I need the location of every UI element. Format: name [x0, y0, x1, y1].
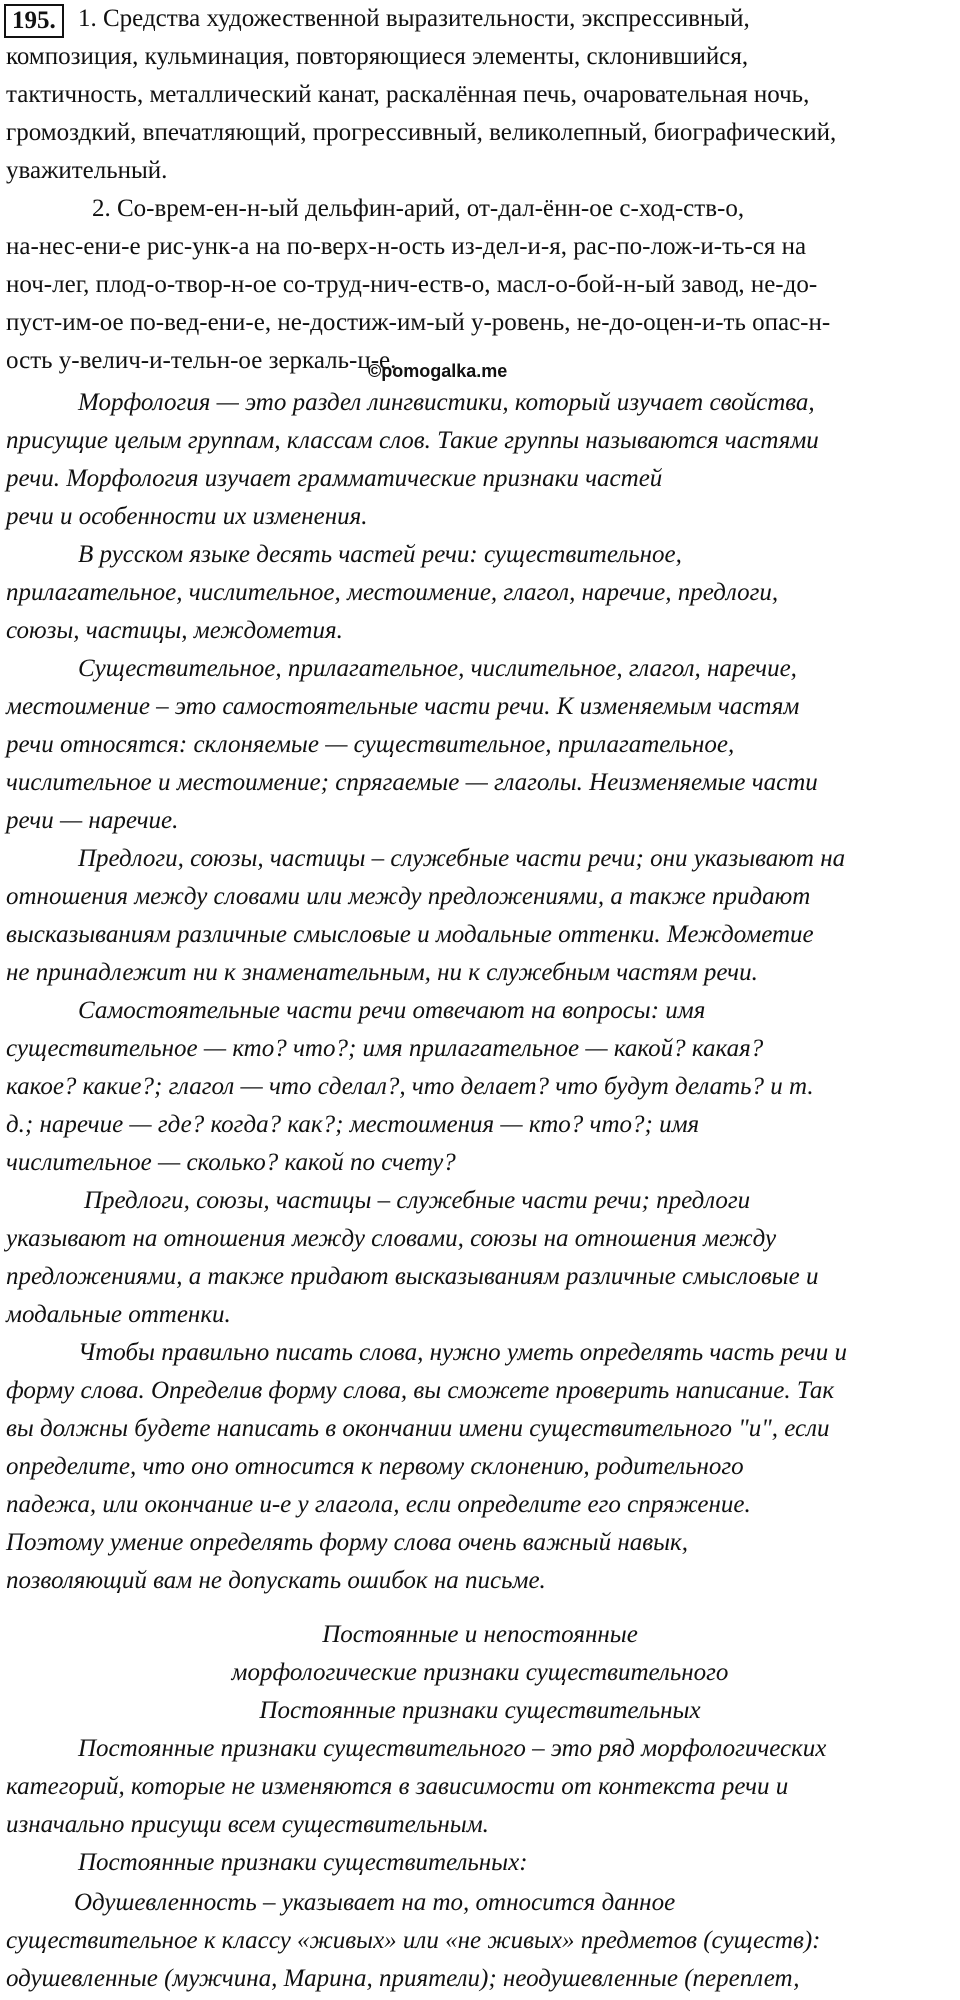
- theory-line: Предлоги, союзы, частицы – служебные части речи; предлоги: [84, 1187, 751, 1214]
- part1-line: 1. Средства художественной выразительности, экспрессивный,: [78, 5, 750, 32]
- theory-line: союзы, частицы, междометия.: [6, 617, 343, 644]
- theory-line: речи относятся: склоняемые — существительное, прилагательное,: [6, 731, 735, 758]
- theory-line: речи. Морфология изучает грамматические признаки частей: [6, 465, 663, 492]
- exercise-number-badge: 195.: [4, 4, 64, 38]
- part2-line: ость у-велич-и-тельн-ое зеркаль-ц-е.: [6, 347, 397, 374]
- theory-line: модальные оттенки.: [6, 1301, 231, 1328]
- part2-line: 2. Со-врем-ен-н-ый дельфин-арий, от-дал-ённ-ое с-ход-ств-о,: [92, 195, 745, 222]
- body-line: Постоянные признаки существительных:: [78, 1849, 528, 1876]
- theory-line: присущие целым группам, классам слов. Такие группы называются частями: [6, 427, 819, 454]
- part2-line: ноч-лег, плод-о-твор-н-ое со-труд-нич-еств-о, масл-о-бой-н-ый завод, не-до-: [6, 271, 818, 298]
- theory-line: Поэтому умение определять форму слова очень важный навык,: [6, 1529, 688, 1556]
- body-line: изначально присущи всем существительным.: [6, 1811, 489, 1838]
- theory-line: числительное и местоимение; спрягаемые — глаголы. Неизменяемые части: [6, 769, 818, 796]
- section-heading: Постоянные и непостоянные: [322, 1621, 638, 1648]
- section-heading: Постоянные признаки существительных: [259, 1697, 701, 1724]
- theory-line: существительное — кто? что?; имя прилагательное — какой? какая?: [6, 1035, 764, 1062]
- theory-line: какое? какие?; глагол — что сделал?, что делает? что будут делать? и т.: [6, 1073, 814, 1100]
- part2-line: пуст-им-ое по-вед-ени-е, не-достиж-им-ый у-ровень, не-до-оцен-и-ть опас-н-: [6, 309, 831, 336]
- theory-line: высказываниям различные смысловые и модальные оттенки. Междометие: [6, 921, 814, 948]
- section-heading: морфологические признаки существительного: [231, 1659, 729, 1686]
- theory-line: падежа, или окончание и-е у глагола, если определите его спряжение.: [6, 1491, 751, 1518]
- theory-line: Самостоятельные части речи отвечают на вопросы: имя: [78, 997, 706, 1024]
- watermark: ©pomogalka.me: [368, 361, 508, 381]
- theory-line: речи — наречие.: [6, 807, 179, 834]
- body-line: Постоянные признаки существительного – это ряд морфологических: [78, 1735, 827, 1762]
- theory-line: форму слова. Определив форму слова, вы сможете проверить написание. Так: [6, 1377, 835, 1404]
- part1-line: тактичность, металлический канат, раскалённая печь, очаровательная ночь,: [6, 81, 810, 108]
- part2-line: на-нес-ени-е рис-унк-а на по-верх-н-ость из-дел-и-я, рас-по-лож-и-ть-ся на: [6, 233, 807, 260]
- theory-line: Существительное, прилагательное, числительное, глагол, наречие,: [78, 655, 797, 682]
- body-line: категорий, которые не изменяются в зависимости от контекста речи и: [6, 1773, 789, 1800]
- part1-line: громоздкий, впечатляющий, прогрессивный, великолепный, биографический,: [6, 119, 837, 146]
- theory-line: числительное — сколько? какой по счету?: [6, 1149, 456, 1176]
- theory-line: местоимение – это самостоятельные части речи. К изменяемым частям: [6, 693, 800, 720]
- part1-line: уважительный.: [6, 157, 168, 184]
- theory-line: предложениями, а также придают высказываниям различные смысловые и: [6, 1263, 819, 1290]
- theory-line: не принадлежит ни к знаменательным, ни к служебным частям речи.: [6, 959, 758, 986]
- theory-line: вы должны будете написать в окончании имени существительного "и", если: [6, 1415, 830, 1442]
- body-line: Одушевленность – указывает на то, относится данное: [74, 1889, 676, 1916]
- body-line: существительное к классу «живых» или «не живых» предметов (существ):: [6, 1927, 821, 1954]
- part1-line: композиция, кульминация, повторяющиеся элементы, склонившийся,: [6, 43, 749, 70]
- theory-line: указывают на отношения между словами, союзы на отношения между: [6, 1225, 777, 1252]
- theory-line: позволяющий вам не допускать ошибок на письме.: [6, 1567, 546, 1594]
- body-line: одушевленные (мужчина, Марина, приятели); неодушевленные (переплет,: [6, 1965, 800, 1992]
- theory-line: определите, что оно относится к первому склонению, родительного: [6, 1453, 744, 1480]
- theory-line: Чтобы правильно писать слова, нужно уметь определять часть речи и: [78, 1339, 848, 1366]
- theory-line: Морфология — это раздел лингвистики, который изучает свойства,: [78, 389, 815, 416]
- theory-line: отношения между словами или между предложениями, а также придают: [6, 883, 811, 910]
- theory-line: Предлоги, союзы, частицы – служебные части речи; они указывают на: [78, 845, 846, 872]
- theory-line: прилагательное, числительное, местоимение, глагол, наречие, предлоги,: [6, 579, 779, 606]
- theory-line: д.; наречие — где? когда? как?; местоимения — кто? что?; имя: [6, 1111, 700, 1138]
- theory-line: В русском языке десять частей речи: существительное,: [78, 541, 682, 568]
- theory-line: речи и особенности их изменения.: [6, 503, 368, 530]
